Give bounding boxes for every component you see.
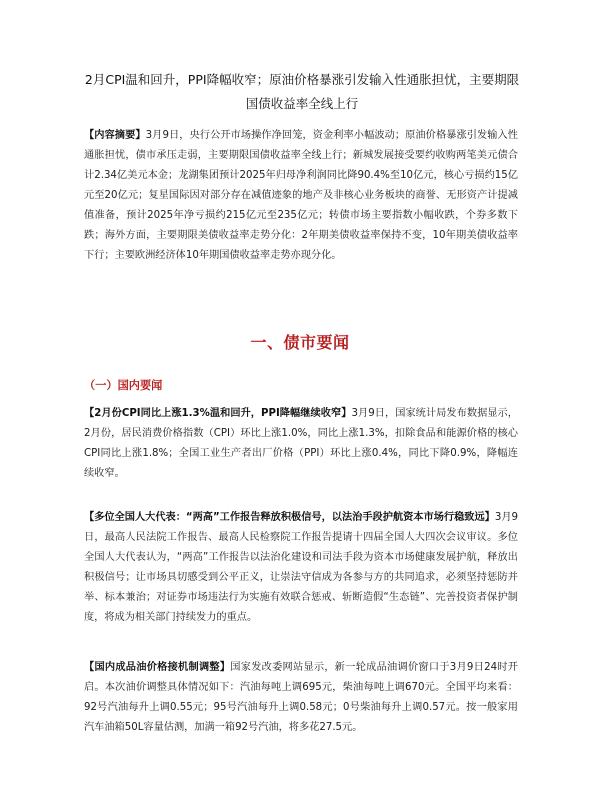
news-item-text: 3月9日，国家统计局发布数据显示，2月份，居民消费价格指数（CPI）环比上涨1.0%，同比上涨1.3%，扣除食品和能源价格的核心CPI同比上涨1.8%；全国工业生产者出厂价格（PPI）环比上涨0.4%，同比下降0.9%，降幅连续收窄。 xyxy=(84,408,518,479)
section-heading: 一、债市要闻 xyxy=(250,333,350,352)
news-item-label: 【国内成品油价格接机制调整】 xyxy=(84,662,231,673)
news-item-cpi-ppi xyxy=(84,404,518,484)
summary-label: 【内容摘要】 xyxy=(84,130,146,141)
news-item-label: 【多位全国人大代表：“两高”工作报告释放积极信号，以法治手段护航资本市场行稳致远】 xyxy=(84,512,495,523)
news-item-label: 【2月份CPI同比上涨1.3%温和回升，PPI降幅继续收窄】 xyxy=(84,408,352,419)
news-item-npc-reports xyxy=(84,508,518,628)
summary-paragraph xyxy=(84,126,518,266)
subsection-heading: （一）国内要闻 xyxy=(84,379,163,392)
news-item-text: 3月9日，最高人民法院工作报告、最高人民检察院工作报告提请十四届全国人大四次会议审议。多位全国人大代表认为，“两高”工作报告以法治化建设和司法手段为资本市场健康发展护航，释放出积极信号；让市场具切感受到公平正义，让崇法守信成为各参与方的共同追求，必须坚持惩防并举、标本兼治；对证券市场违法行为实施有效联合惩戒、斩断造假“生态链”、完善投资者保护制度，将成为相关部门持续发力的重点。 xyxy=(84,512,519,623)
news-item-text: 国家发改委网站显示，新一轮成品油调价窗口于3月9日24时开启。本次油价调整具体情况如下：汽油每吨上调695元，柴油每吨上调670元。全国平均来看：92号汽油每升上调0.55元；95号汽油每升上调0.58元；0号柴油每升上调0.57元。按一般家用汽车油箱50L容量估测，加满一箱92号汽油，将多花27.5元。 xyxy=(84,662,518,733)
summary-text: 3月9日，央行公开市场操作净回笼，资金利率小幅波动；原油价格暴涨引发输入性通胀担忧，债市承压走弱，主要期限国债收益率全线上行；新城发展接受要约收购两笔美元债合计2.34亿美元本金；龙湖集团预计2025年归母净利润同比降90.4%至10亿元，核心亏损约15亿元至20亿元；复星国际因对部分存在减值迹象的地产及非核心业务板块的商誉、无形资产计提减值准备，预计2025年净亏损约215亿元至235亿元；转债市场主要指数小幅收跌，个券多数下跌；海外方面，主要期限美债收益率走势分化：2年期美债收益率保持不变，10年期美债收益率下行；主要欧洲经济体10年期国债收益率走势亦现分化。 xyxy=(84,130,518,261)
news-item-fuel-price xyxy=(84,658,518,738)
document-title: 2月CPI温和回升，PPI降幅收窄；原油价格暴涨引发输入性通胀担忧，主要期限国债收益率全线上行 xyxy=(84,72,520,111)
